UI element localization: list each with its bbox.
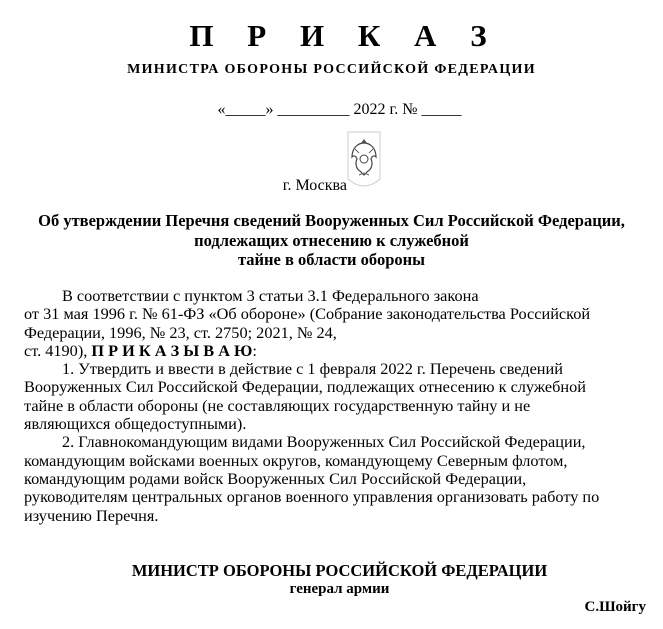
- heading-line: Об утверждении Перечня сведений Вооруженных Сил Российской Федерации,: [38, 211, 625, 230]
- heading-line: подлежащих отнесению к служебной: [194, 231, 469, 250]
- body-line: руководителям центральных органов военного управления организовать работу по: [24, 487, 600, 506]
- body-line: В соответствии с пунктом 3 статьи 3.1 Федерального закона: [62, 286, 479, 305]
- body-line: 1. Утвердить и ввести в действие с 1 февраля 2022 г. Перечень сведений: [62, 359, 563, 378]
- body-line: изучению Перечня.: [24, 506, 159, 525]
- order-word: П Р И К А З Ы В А Ю: [91, 341, 253, 360]
- body-line: от 31 мая 1996 г. № 61-ФЗ «Об обороне» (Собрание законодательства Российской: [24, 304, 591, 323]
- body-line: командующим родами войск Вооруженных Сил Российской Федерации,: [24, 469, 527, 488]
- heading-line: тайне в области обороны: [237, 250, 426, 269]
- coat-of-arms-emblem-icon: [347, 131, 381, 191]
- body-line: тайне в области обороны (не составляющих государственную тайну и не: [24, 396, 531, 415]
- order-colon: :: [252, 341, 257, 360]
- body-line: являющихся общедоступными).: [24, 414, 247, 433]
- signature-name: С.Шойгу: [584, 599, 646, 615]
- document-title: П Р И К А З: [189, 18, 500, 53]
- body-line: Вооруженных Сил Российской Федерации, подлежащих отнесению к служебной: [24, 377, 586, 396]
- body-line: Федерации, 1996, № 23, ст. 2750; 2021, № 24,: [24, 323, 337, 342]
- document-subtitle: МИНИСТРА ОБОРОНЫ РОССИЙСКОЙ ФЕДЕРАЦИИ: [127, 62, 536, 77]
- body-line: [24, 341, 257, 361]
- date-number-line: «_____» _________ 2022 г. № _____: [217, 101, 462, 118]
- signature-rank: генерал армии: [289, 581, 390, 597]
- body-line: командующим войсками военных округов, командующему Северным флотом,: [24, 451, 568, 470]
- body-line: 2. Главнокомандующим видами Вооруженных Сил Российской Федерации,: [62, 432, 586, 451]
- body-text: ст. 4190),: [24, 341, 92, 360]
- signature-position: МИНИСТР ОБОРОНЫ РОССИЙСКОЙ ФЕДЕРАЦИИ: [131, 561, 548, 580]
- city-label: г. Москва: [282, 177, 347, 194]
